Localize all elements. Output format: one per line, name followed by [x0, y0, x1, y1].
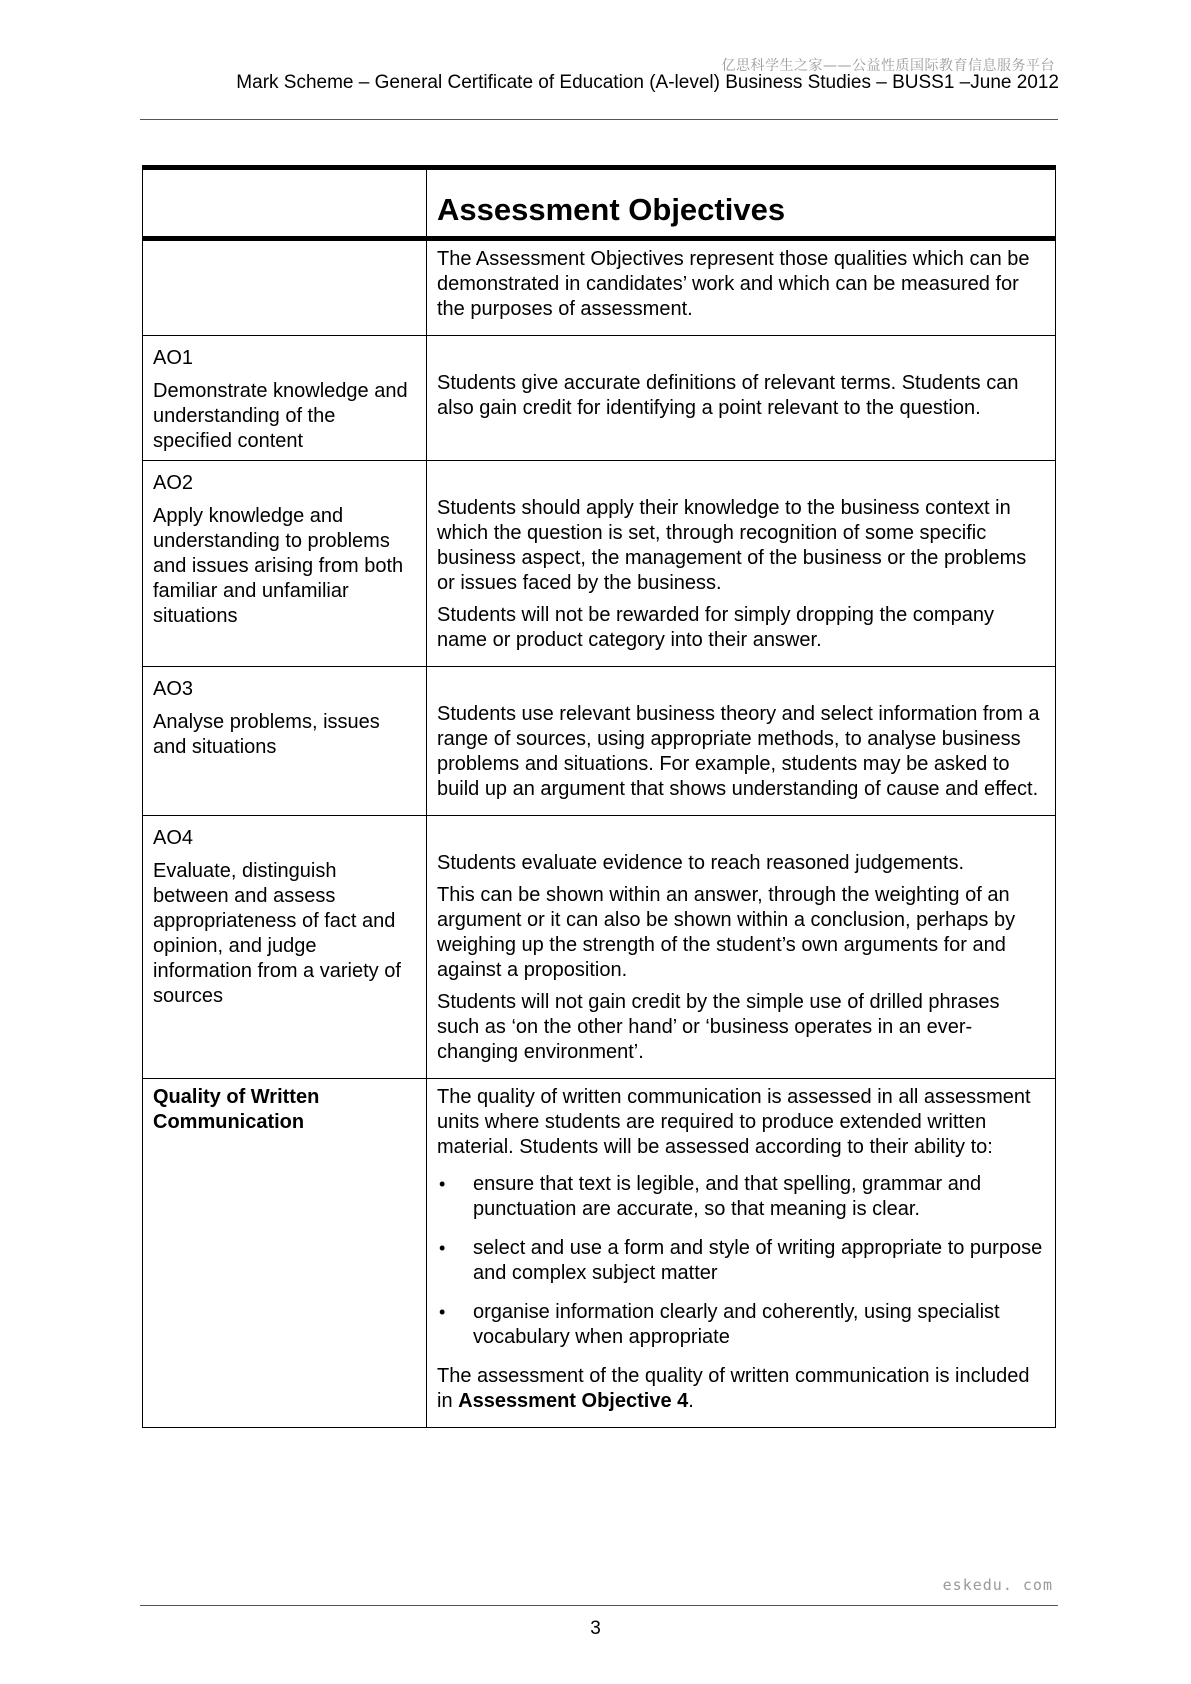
intro-row: [143, 239, 1056, 336]
ao-code: AO2: [153, 472, 194, 494]
footer-rule: [140, 1605, 1058, 1606]
ao-label: Evaluate, distinguish between and assess appropriateness of fact and opinion, and judge information from a variety of sources: [153, 860, 401, 1007]
table-row-ao2: [143, 461, 1056, 667]
list-item: • ensure that text is legible, and that spelling, grammar and punctuation are accurate, so that meaning is clear.: [439, 1173, 982, 1220]
table-title: Assessment Objectives: [437, 192, 786, 227]
watermark-top: 亿思科学生之家——公益性质国际教育信息服务平台: [721, 58, 1055, 74]
qwc-bullet-list: [437, 1172, 1045, 1350]
ao-label: Analyse problems, issues and situations: [153, 711, 380, 758]
intro-empty-cell: [143, 239, 427, 336]
qwc-closing-emphasis: Assessment Objective 4: [458, 1390, 689, 1412]
ao-description: Students evaluate evidence to reach reasoned judgements.: [437, 852, 965, 874]
qwc-closing: The assessment of the quality of written communication is included in Assessment Objective 4.: [437, 1365, 1030, 1412]
table-row-ao1: [143, 336, 1056, 461]
header-title-cell: [427, 168, 1056, 239]
intro-text: The Assessment Objectives represent those qualities which can be demonstrated in candidates’ work and which can be measured for the purposes of assessment.: [437, 248, 1030, 320]
ao-code: AO4: [153, 827, 194, 849]
ao-label: Apply knowledge and understanding to problems and issues arising from both familiar and unfamiliar situations: [153, 505, 404, 627]
header-rule: [140, 119, 1058, 120]
ao-description: Students give accurate definitions of relevant terms. Students can also gain credit for identifying a point relevant to the question.: [437, 372, 1019, 419]
header-empty-cell: [143, 168, 427, 239]
running-header: Mark Scheme – General Certificate of Education (A-level) Business Studies – BUSS1 –June 2012: [236, 72, 1059, 93]
table-header-row: [143, 168, 1056, 239]
bullet-icon: •: [439, 1302, 446, 1322]
page-number: 3: [590, 1618, 601, 1639]
qwc-intro: The quality of written communication is assessed in all assessment units where students are required to produce extended written material. Students will be assessed according to their ability to:: [437, 1086, 1031, 1158]
intro-cell: [427, 239, 1056, 336]
ao-code: AO3: [153, 678, 194, 700]
assessment-objectives-table: [142, 165, 1056, 1428]
ao-description: Students will not gain credit by the simple use of drilled phrases such as ‘on the other hand’ or ‘business operates in an ever-changing environment’.: [437, 991, 1000, 1063]
bullet-icon: •: [439, 1174, 446, 1194]
table-row-qwc: [143, 1079, 1056, 1428]
list-item: • select and use a form and style of writing appropriate to purpose and complex subject matter: [439, 1237, 1043, 1284]
ao-description: Students use relevant business theory and select information from a range of sources, using appropriate methods, to analyse business problems and situations. For example, students may be asked to build up an argument that shows understanding of cause and effect.: [437, 703, 1040, 800]
ao-description: Students should apply their knowledge to the business context in which the question is set, through recognition of some specific business aspect, the management of the business or the problems or issues faced by the business.: [437, 497, 1027, 594]
table-row-ao4: [143, 816, 1056, 1079]
qwc-label: Quality of Written Communication: [153, 1086, 320, 1133]
table-row-ao3: [143, 667, 1056, 816]
ao-description: This can be shown within an answer, through the weighting of an argument or it can also be shown within a conclusion, perhaps by weighing up the strength of the student’s own arguments for and against a proposition.: [437, 884, 1016, 981]
list-item: • organise information clearly and coherently, using specialist vocabulary when appropriate: [439, 1301, 1000, 1348]
bullet-icon: •: [439, 1238, 446, 1258]
ao-label: Demonstrate knowledge and understanding of the specified content: [153, 380, 408, 452]
ao-description: Students will not be rewarded for simply dropping the company name or product category into their answer.: [437, 604, 994, 651]
watermark-bottom: eskedu. com: [942, 1576, 1053, 1594]
ao-code: AO1: [153, 347, 194, 369]
